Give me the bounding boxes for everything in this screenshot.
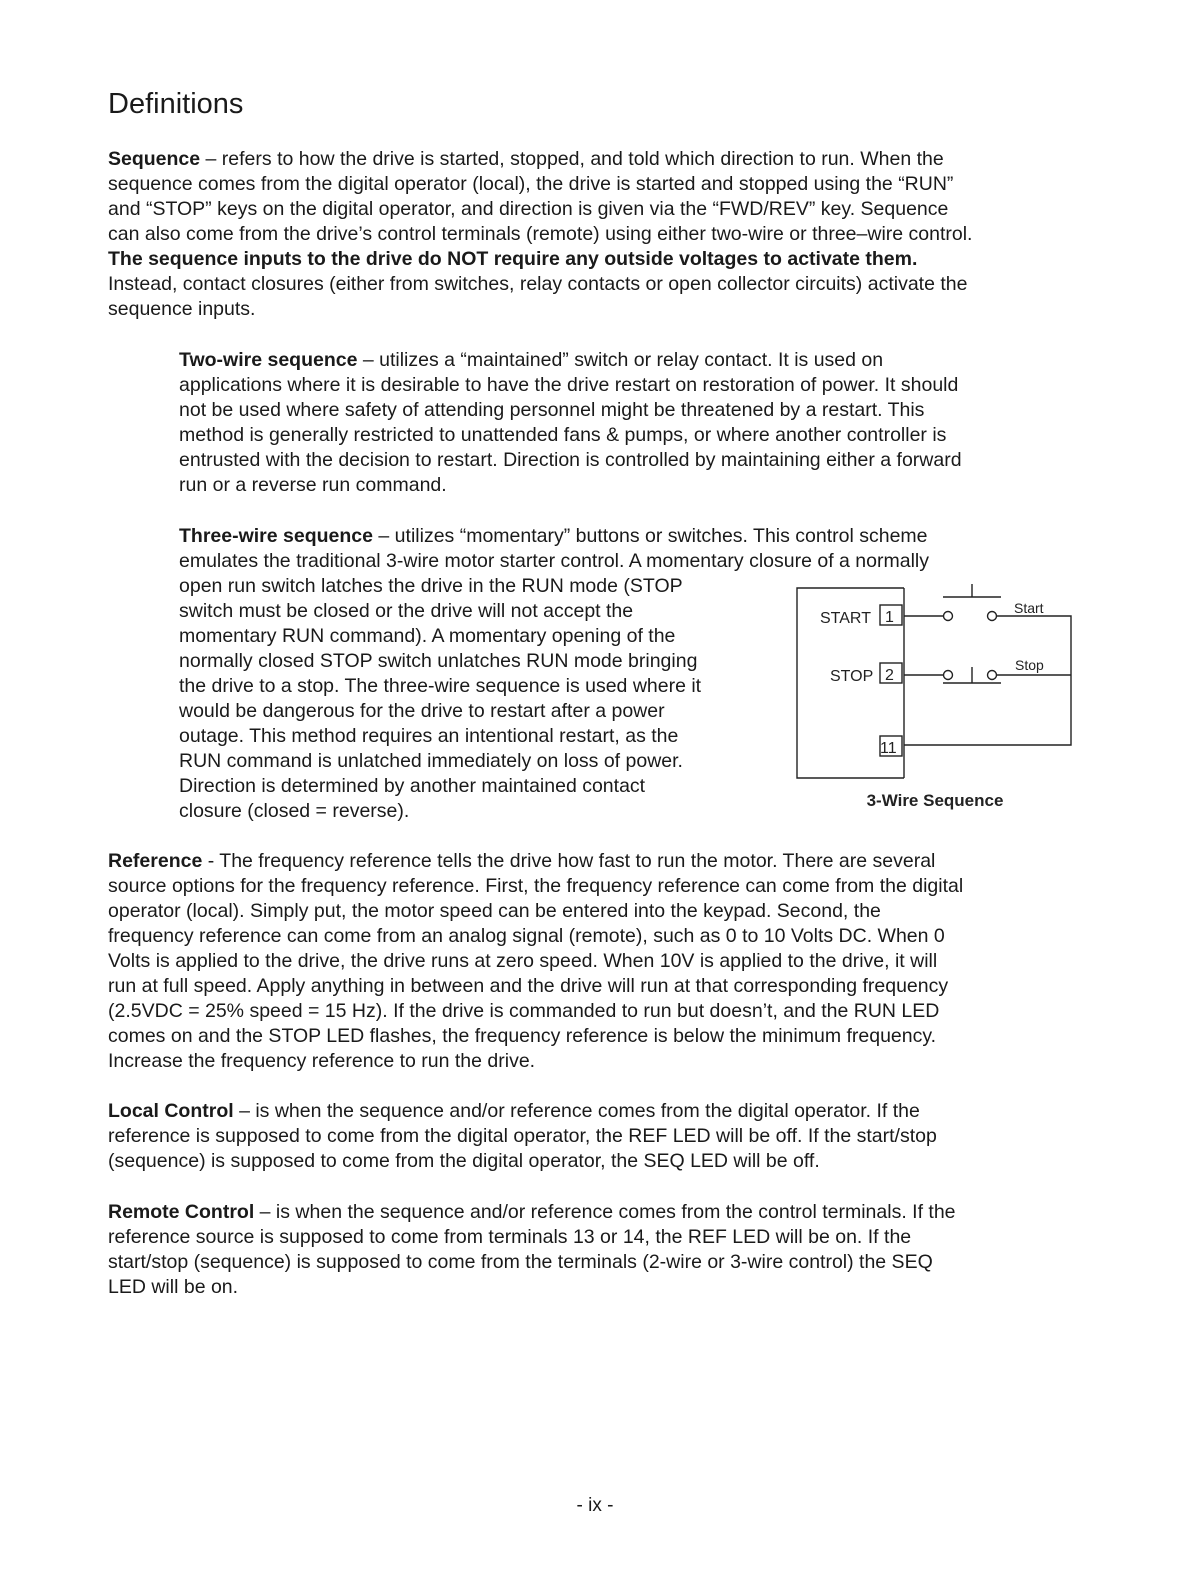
three-wire-line-4: switch must be closed or the drive will not accept the — [179, 600, 634, 622]
remote-text-1: – is when the sequence and/or reference comes from the control terminals. If the — [254, 1201, 956, 1223]
three-wire-line-6: normally closed STOP switch unlatches RUN mode bringing — [179, 650, 698, 672]
diagram-caption: 3-Wire Sequence — [866, 791, 1004, 810]
three-wire-line-7: the drive to a stop. The three-wire sequence is used where it — [179, 675, 702, 697]
three-wire-line-10: RUN command is unlatched immediately on loss of power. — [179, 750, 683, 772]
terminal-11-label: 11 — [880, 740, 897, 757]
two-wire-text-1: – utilizes a “maintained” switch or relay contact. It is used on — [357, 349, 884, 371]
stop-terminal-label: STOP — [830, 668, 874, 685]
sequence-line-7: sequence inputs. — [108, 298, 256, 320]
three-wire-line-12: closure (closed = reverse). — [179, 800, 410, 822]
start-switch-label: Start — [1014, 600, 1044, 616]
reference-text-1: - The frequency reference tells the drive how fast to run the motor. There are several — [202, 850, 936, 872]
reference-line-8: comes on and the STOP LED flashes, the frequency reference is below the minimum frequency. — [108, 1025, 937, 1047]
sequence-line-5: The sequence inputs to the drive do NOT require any outside voltages to activate them. — [108, 248, 918, 270]
two-wire-line-2: applications where it is desirable to have the drive restart on restoration of power. It should — [179, 374, 959, 396]
stop-switch-label: Stop — [1015, 657, 1044, 673]
sequence-term: Sequence — [108, 148, 201, 170]
two-wire-line-5: entrusted with the decision to restart. Direction is controlled by maintaining either a forward — [179, 449, 962, 471]
three-wire-line-5: momentary RUN command). A momentary opening of the — [179, 625, 676, 647]
terminal-1-label: 1 — [885, 609, 894, 626]
local-line-1 — [108, 1099, 920, 1124]
three-wire-line-3: open run switch latches the drive in the RUN mode (STOP — [179, 575, 683, 597]
reference-line-1 — [108, 849, 935, 874]
remote-line-2: reference source is supposed to come from terminals 13 or 14, the REF LED will be on. If the — [108, 1226, 912, 1248]
two-wire-line-6: run or a reverse run command. — [179, 474, 447, 496]
two-wire-line-4: method is generally restricted to unattended fans & pumps, or where another controller is — [179, 424, 947, 446]
three-wire-text-1: – utilizes “momentary” buttons or switches. This control scheme — [373, 525, 928, 547]
local-term: Local Control — [108, 1100, 234, 1122]
three-wire-line-8: would be dangerous for the drive to restart after a power — [179, 700, 665, 722]
remote-term: Remote Control — [108, 1201, 255, 1223]
remote-line-1 — [108, 1200, 956, 1225]
reference-line-3: operator (local). Simply put, the motor speed can be entered into the keypad. Second, the — [108, 900, 881, 922]
remote-line-3: start/stop (sequence) is supposed to come from the terminals (2-wire or 3-wire control) the SEQ — [108, 1251, 933, 1273]
local-line-2: reference is supposed to come from the digital operator, the REF LED will be off. If the start/stop — [108, 1125, 937, 1147]
sequence-text-1: – refers to how the drive is started, stopped, and told which direction to run. When the — [200, 148, 944, 170]
stop-contact-right — [988, 671, 997, 680]
remote-line-4: LED will be on. — [108, 1276, 239, 1298]
three-wire-line-9: outage. This method requires an intentional restart, as the — [179, 725, 679, 747]
stop-contact-left — [944, 671, 953, 680]
local-line-3: (sequence) is supposed to come from the digital operator, the SEQ LED will be off. — [108, 1150, 820, 1172]
start-terminal-label: START — [820, 610, 871, 627]
reference-line-4: frequency reference can come from an analog signal (remote), such as 0 to 10 Volts DC. When 0 — [108, 925, 945, 947]
sequence-line-4: can also come from the drive’s control terminals (remote) using either two-wire or three–wire control. — [108, 223, 973, 245]
start-contact-left — [944, 612, 953, 621]
reference-line-7: (2.5VDC = 25% speed = 15 Hz). If the drive is commanded to run but doesn’t, and the RUN LED — [108, 1000, 940, 1022]
terminal-2-label: 2 — [885, 667, 894, 684]
three-wire-line-11: Direction is determined by another maintained contact — [179, 775, 646, 797]
reference-line-6: run at full speed. Apply anything in between and the drive will run at that corresponding frequency — [108, 975, 949, 997]
start-to-right-wire — [904, 616, 1071, 745]
local-text-1: – is when the sequence and/or reference comes from the digital operator. If the — [233, 1100, 920, 1122]
reference-term: Reference — [108, 850, 203, 872]
three-wire-term: Three-wire sequence — [179, 525, 373, 547]
two-wire-term: Two-wire sequence — [179, 349, 358, 371]
two-wire-line-3: not be used where safety of attending personnel might be threatened by a restart. This — [179, 399, 925, 421]
sequence-line-2: sequence comes from the digital operator (local), the drive is started and stopped using the “RUN” — [108, 173, 954, 195]
sequence-line-3: and “STOP” keys on the digital operator, and direction is given via the “FWD/REV” key. Sequence — [108, 198, 949, 220]
reference-line-5: Volts is applied to the drive, the drive runs at zero speed. When 10V is applied to the drive, it will — [108, 950, 938, 972]
page-number: - ix - — [576, 1495, 614, 1516]
sequence-line-6: Instead, contact closures (either from switches, relay contacts or open collector circuits) activate the — [108, 273, 968, 295]
page-title: Definitions — [108, 88, 244, 120]
reference-line-9: Increase the frequency reference to run the drive. — [108, 1050, 536, 1072]
start-contact-right — [988, 612, 997, 621]
reference-line-2: source options for the frequency reference. First, the frequency reference can come from the digital — [108, 875, 964, 897]
three-wire-line-2: emulates the traditional 3-wire motor starter control. A momentary closure of a normally — [179, 550, 929, 572]
